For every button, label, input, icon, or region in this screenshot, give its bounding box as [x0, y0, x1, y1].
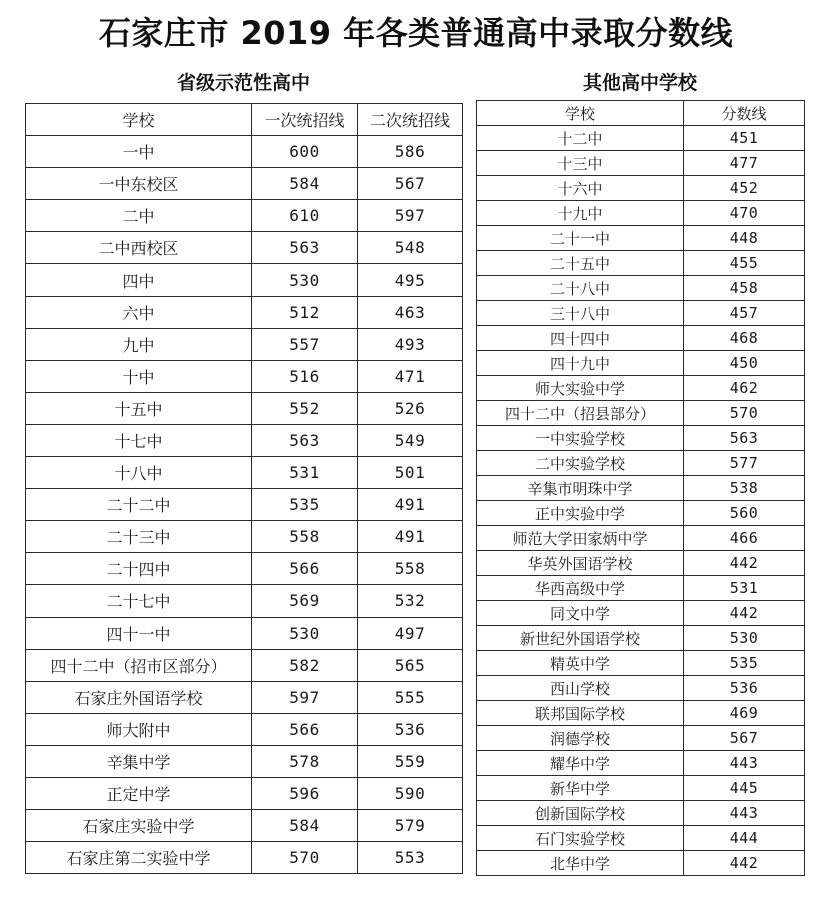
- school-name-cell: 四十二中（招市区部分）: [26, 649, 252, 681]
- score-cell: 442: [684, 601, 805, 626]
- table-row: [477, 201, 805, 226]
- second-cutoff-cell: 493: [358, 328, 463, 360]
- first-cutoff-cell: 597: [252, 681, 358, 713]
- table-row: [26, 617, 463, 649]
- table-row: [477, 426, 805, 451]
- school-name-cell: 西山学校: [477, 676, 684, 701]
- score-cell: 531: [684, 576, 805, 601]
- first-cutoff-cell: 512: [252, 296, 358, 328]
- other-schools-table: [476, 100, 805, 876]
- first-cutoff-cell: 530: [252, 264, 358, 296]
- school-name-cell: 十八中: [26, 457, 252, 489]
- school-name-cell: 二十四中: [26, 553, 252, 585]
- school-name-cell: 二中实验学校: [477, 451, 684, 476]
- school-name-cell: 正定中学: [26, 777, 252, 809]
- score-cell: 442: [684, 551, 805, 576]
- school-name-cell: 师大实验中学: [477, 376, 684, 401]
- second-cutoff-cell: 555: [358, 681, 463, 713]
- school-name-cell: 二中: [26, 200, 252, 232]
- table-row: [26, 649, 463, 681]
- school-name-cell: 四十四中: [477, 326, 684, 351]
- school-name-cell: 九中: [26, 328, 252, 360]
- second-cutoff-cell: 497: [358, 617, 463, 649]
- school-name-cell: 石家庄外国语学校: [26, 681, 252, 713]
- school-name-cell: 耀华中学: [477, 751, 684, 776]
- header-school: 学校: [477, 101, 684, 126]
- second-cutoff-cell: 471: [358, 360, 463, 392]
- school-name-cell: 华英外国语学校: [477, 551, 684, 576]
- table-row: [26, 168, 463, 200]
- school-name-cell: 二十五中: [477, 251, 684, 276]
- score-cell: 577: [684, 451, 805, 476]
- table-row: [26, 777, 463, 809]
- score-cell: 458: [684, 276, 805, 301]
- table-row: [26, 489, 463, 521]
- table-row: [26, 713, 463, 745]
- second-cutoff-cell: 536: [358, 713, 463, 745]
- school-name-cell: 四十二中（招县部分）: [477, 401, 684, 426]
- table-row: [477, 651, 805, 676]
- school-name-cell: 二十二中: [26, 489, 252, 521]
- score-cell: 450: [684, 351, 805, 376]
- second-cutoff-cell: 532: [358, 585, 463, 617]
- score-cell: 570: [684, 401, 805, 426]
- school-name-cell: 正中实验中学: [477, 501, 684, 526]
- second-cutoff-cell: 526: [358, 392, 463, 424]
- school-name-cell: 六中: [26, 296, 252, 328]
- second-cutoff-cell: 491: [358, 489, 463, 521]
- score-cell: 443: [684, 751, 805, 776]
- score-cell: 444: [684, 826, 805, 851]
- table-row: [26, 521, 463, 553]
- table-row: [477, 326, 805, 351]
- table-row: [26, 200, 463, 232]
- score-cell: 530: [684, 626, 805, 651]
- table-row: [477, 851, 805, 876]
- first-cutoff-cell: 535: [252, 489, 358, 521]
- table-row: [477, 376, 805, 401]
- second-cutoff-cell: 586: [358, 136, 463, 168]
- second-cutoff-cell: 559: [358, 745, 463, 777]
- second-cutoff-cell: 491: [358, 521, 463, 553]
- second-cutoff-cell: 549: [358, 424, 463, 456]
- school-name-cell: 精英中学: [477, 651, 684, 676]
- first-cutoff-cell: 569: [252, 585, 358, 617]
- second-cutoff-cell: 495: [358, 264, 463, 296]
- school-name-cell: 十九中: [477, 201, 684, 226]
- table-row: [26, 424, 463, 456]
- first-cutoff-cell: 516: [252, 360, 358, 392]
- school-name-cell: 北华中学: [477, 851, 684, 876]
- score-cell: 455: [684, 251, 805, 276]
- table-row: [477, 126, 805, 151]
- score-cell: 462: [684, 376, 805, 401]
- table-row: [477, 826, 805, 851]
- table-row: [477, 526, 805, 551]
- table-row: [477, 351, 805, 376]
- first-cutoff-cell: 531: [252, 457, 358, 489]
- first-cutoff-cell: 570: [252, 842, 358, 874]
- right-section-heading: 其他高中学校: [582, 72, 697, 94]
- table-row: [477, 401, 805, 426]
- table-row: [26, 392, 463, 424]
- school-name-cell: 三十八中: [477, 301, 684, 326]
- score-cell: 477: [684, 151, 805, 176]
- school-name-cell: 一中东校区: [26, 168, 252, 200]
- table-row: [477, 626, 805, 651]
- table-row: [26, 328, 463, 360]
- table-row: [26, 296, 463, 328]
- school-name-cell: 辛集中学: [26, 745, 252, 777]
- score-cell: 536: [684, 676, 805, 701]
- second-cutoff-cell: 501: [358, 457, 463, 489]
- table-row: [26, 553, 463, 585]
- second-cutoff-cell: 567: [358, 168, 463, 200]
- table-row: [477, 726, 805, 751]
- table-row: [26, 585, 463, 617]
- second-cutoff-cell: 597: [358, 200, 463, 232]
- header-second-cutoff: 二次统招线: [358, 104, 463, 136]
- score-cell: 445: [684, 776, 805, 801]
- score-cell: 538: [684, 476, 805, 501]
- table-row: [477, 176, 805, 201]
- left-section-heading: 省级示范性高中: [176, 72, 310, 94]
- school-name-cell: 十六中: [477, 176, 684, 201]
- page-title: 石家庄市 2019 年各类普通高中录取分数线: [98, 14, 734, 52]
- first-cutoff-cell: 582: [252, 649, 358, 681]
- school-name-cell: 四十一中: [26, 617, 252, 649]
- school-name-cell: 四中: [26, 264, 252, 296]
- table-row: [477, 226, 805, 251]
- table-row: [477, 701, 805, 726]
- table-row: [477, 301, 805, 326]
- score-cell: 469: [684, 701, 805, 726]
- school-name-cell: 石门实验学校: [477, 826, 684, 851]
- second-cutoff-cell: 558: [358, 553, 463, 585]
- header-school: 学校: [26, 104, 252, 136]
- school-name-cell: 二十七中: [26, 585, 252, 617]
- score-cell: 443: [684, 801, 805, 826]
- score-cell: 567: [684, 726, 805, 751]
- first-cutoff-cell: 578: [252, 745, 358, 777]
- score-cell: 442: [684, 851, 805, 876]
- table-row: [26, 360, 463, 392]
- table-row: [477, 801, 805, 826]
- school-name-cell: 联邦国际学校: [477, 701, 684, 726]
- school-name-cell: 二中西校区: [26, 232, 252, 264]
- score-cell: 468: [684, 326, 805, 351]
- table-row: [477, 276, 805, 301]
- school-name-cell: 十五中: [26, 392, 252, 424]
- first-cutoff-cell: 530: [252, 617, 358, 649]
- table-row: [26, 681, 463, 713]
- school-name-cell: 十二中: [477, 126, 684, 151]
- school-name-cell: 华西高级中学: [477, 576, 684, 601]
- provincial-schools-table: [25, 103, 463, 874]
- school-name-cell: 石家庄第二实验中学: [26, 842, 252, 874]
- table-row: [477, 751, 805, 776]
- school-name-cell: 新世纪外国语学校: [477, 626, 684, 651]
- score-cell: 466: [684, 526, 805, 551]
- school-name-cell: 四十九中: [477, 351, 684, 376]
- second-cutoff-cell: 565: [358, 649, 463, 681]
- first-cutoff-cell: 558: [252, 521, 358, 553]
- school-name-cell: 十三中: [477, 151, 684, 176]
- table-row: [477, 451, 805, 476]
- table-row: [477, 601, 805, 626]
- table-row: [477, 576, 805, 601]
- table-row: [477, 776, 805, 801]
- first-cutoff-cell: 584: [252, 810, 358, 842]
- first-cutoff-cell: 596: [252, 777, 358, 809]
- first-cutoff-cell: 557: [252, 328, 358, 360]
- first-cutoff-cell: 600: [252, 136, 358, 168]
- first-cutoff-cell: 584: [252, 168, 358, 200]
- score-cell: 563: [684, 426, 805, 451]
- table-row: [26, 810, 463, 842]
- school-name-cell: 石家庄实验中学: [26, 810, 252, 842]
- score-cell: 535: [684, 651, 805, 676]
- header-first-cutoff: 一次统招线: [252, 104, 358, 136]
- school-name-cell: 十中: [26, 360, 252, 392]
- school-name-cell: 同文中学: [477, 601, 684, 626]
- school-name-cell: 二十三中: [26, 521, 252, 553]
- score-cell: 448: [684, 226, 805, 251]
- table-row: [26, 136, 463, 168]
- second-cutoff-cell: 590: [358, 777, 463, 809]
- table-header-row: [26, 104, 463, 136]
- table-row: [26, 264, 463, 296]
- score-cell: 452: [684, 176, 805, 201]
- school-name-cell: 师大附中: [26, 713, 252, 745]
- table-row: [477, 676, 805, 701]
- school-name-cell: 润德学校: [477, 726, 684, 751]
- table-row: [477, 151, 805, 176]
- school-name-cell: 十七中: [26, 424, 252, 456]
- table-row: [477, 551, 805, 576]
- first-cutoff-cell: 563: [252, 232, 358, 264]
- table-row: [26, 745, 463, 777]
- score-cell: 470: [684, 201, 805, 226]
- first-cutoff-cell: 610: [252, 200, 358, 232]
- score-cell: 457: [684, 301, 805, 326]
- score-cell: 560: [684, 501, 805, 526]
- school-name-cell: 二十一中: [477, 226, 684, 251]
- school-name-cell: 新华中学: [477, 776, 684, 801]
- table-row: [477, 251, 805, 276]
- score-cell: 451: [684, 126, 805, 151]
- table-row: [26, 457, 463, 489]
- table-header-row: [477, 101, 805, 126]
- table-row: [26, 232, 463, 264]
- school-name-cell: 师范大学田家炳中学: [477, 526, 684, 551]
- second-cutoff-cell: 579: [358, 810, 463, 842]
- second-cutoff-cell: 548: [358, 232, 463, 264]
- school-name-cell: 辛集市明珠中学: [477, 476, 684, 501]
- first-cutoff-cell: 566: [252, 713, 358, 745]
- school-name-cell: 创新国际学校: [477, 801, 684, 826]
- second-cutoff-cell: 553: [358, 842, 463, 874]
- school-name-cell: 二十八中: [477, 276, 684, 301]
- second-cutoff-cell: 463: [358, 296, 463, 328]
- table-row: [477, 501, 805, 526]
- school-name-cell: 一中实验学校: [477, 426, 684, 451]
- school-name-cell: 一中: [26, 136, 252, 168]
- first-cutoff-cell: 552: [252, 392, 358, 424]
- header-score: 分数线: [684, 101, 805, 126]
- table-row: [477, 476, 805, 501]
- first-cutoff-cell: 566: [252, 553, 358, 585]
- table-row: [26, 842, 463, 874]
- first-cutoff-cell: 563: [252, 424, 358, 456]
